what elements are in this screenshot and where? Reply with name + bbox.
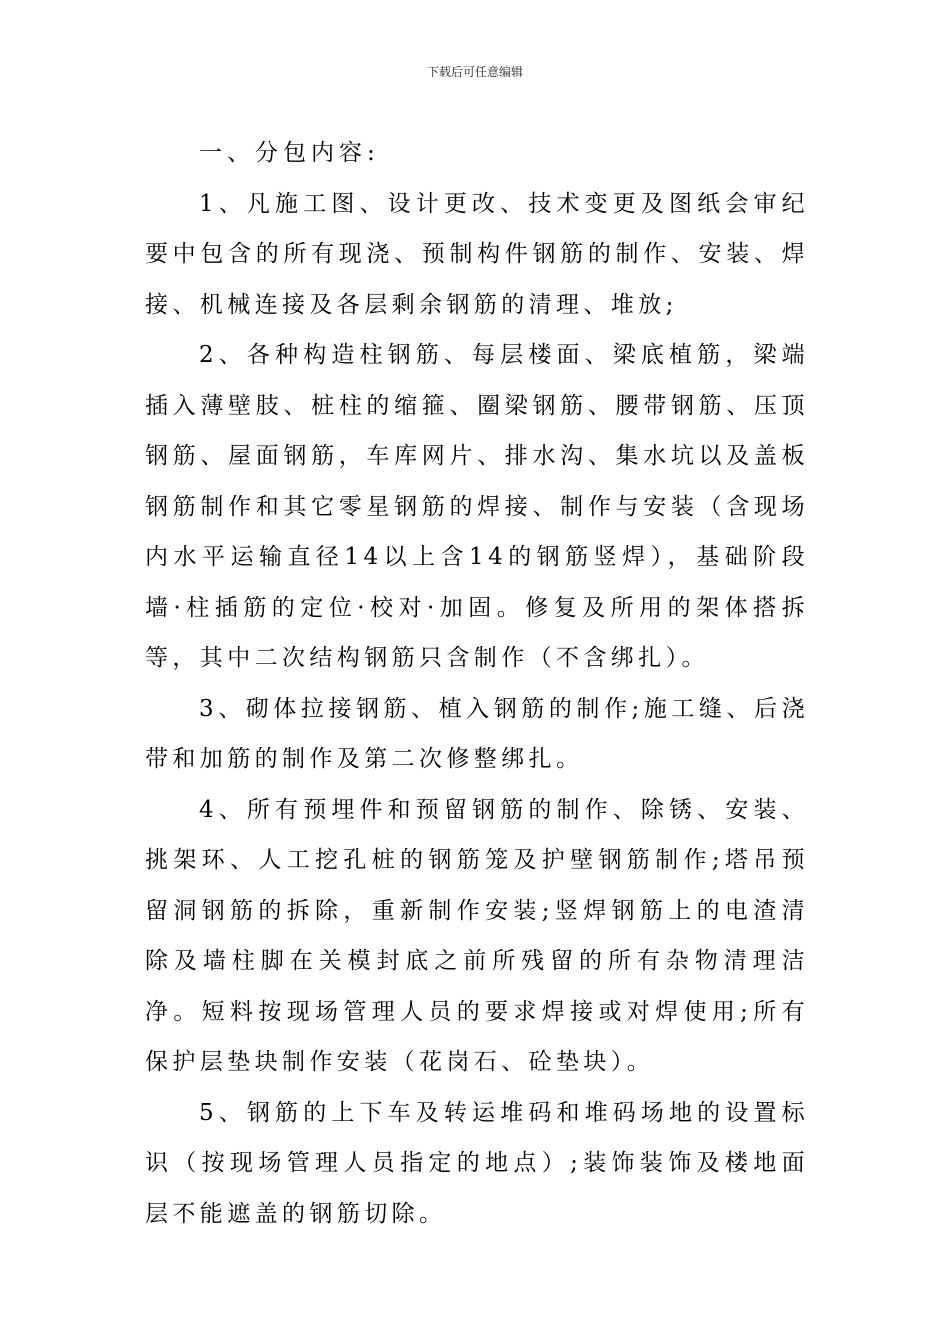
clause-3: 3、砌体拉接钢筋、植入钢筋的制作;施工缝、后浇带和加筋的制作及第二次修整绑扎。 [145,695,809,772]
clause-4: 4、所有预埋件和预留钢筋的制作、除锈、安装、挑架环、人工挖孔桩的钢筋笼及护壁钢筋制作;塔吊预留洞钢筋的拆除，重新制作安装;竖焊钢筋上的电渣清除及墙柱脚在关模封底之前所残留的所有杂物清理洁净。短料按现场管理人员的要求焊接或对焊使用;所有保护层垫块制作安装（花岗石、砼垫块）。 [145,796,809,1075]
clause-1: 1、凡施工图、设计更改、技术变更及图纸会审纪要中包含的所有现浇、预制构件钢筋的制作、安装、焊接、机械连接及各层剩余钢筋的清理、堆放; [145,190,809,318]
page-header: 下载后可任意编辑 [426,65,523,79]
clause-5: 5、钢筋的上下车及转运堆码和堆码场地的设置标识（按现场管理人员指定的地点）;装饰装饰及楼地面层不能遮盖的钢筋切除。 [145,1099,809,1227]
clause-2: 2、各种构造柱钢筋、每层楼面、梁底植筋，梁端插入薄壁肢、桩柱的缩箍、圈梁钢筋、腰带钢筋、压顶钢筋、屋面钢筋，车库网片、排水沟、集水坑以及盖板钢筋制作和其它零星钢筋的焊接、制作与安装（含现场内水平运输直径14以上含14的钢筋竖焊），基础阶段墙·柱插筋的定位·校对·加固。修复及所用的架体搭拆等，其中二次结构钢筋只含制作（不含绑扎）。 [145,342,809,671]
section-heading: 一、分包内容: [199,140,380,166]
document-body [145,128,809,1239]
